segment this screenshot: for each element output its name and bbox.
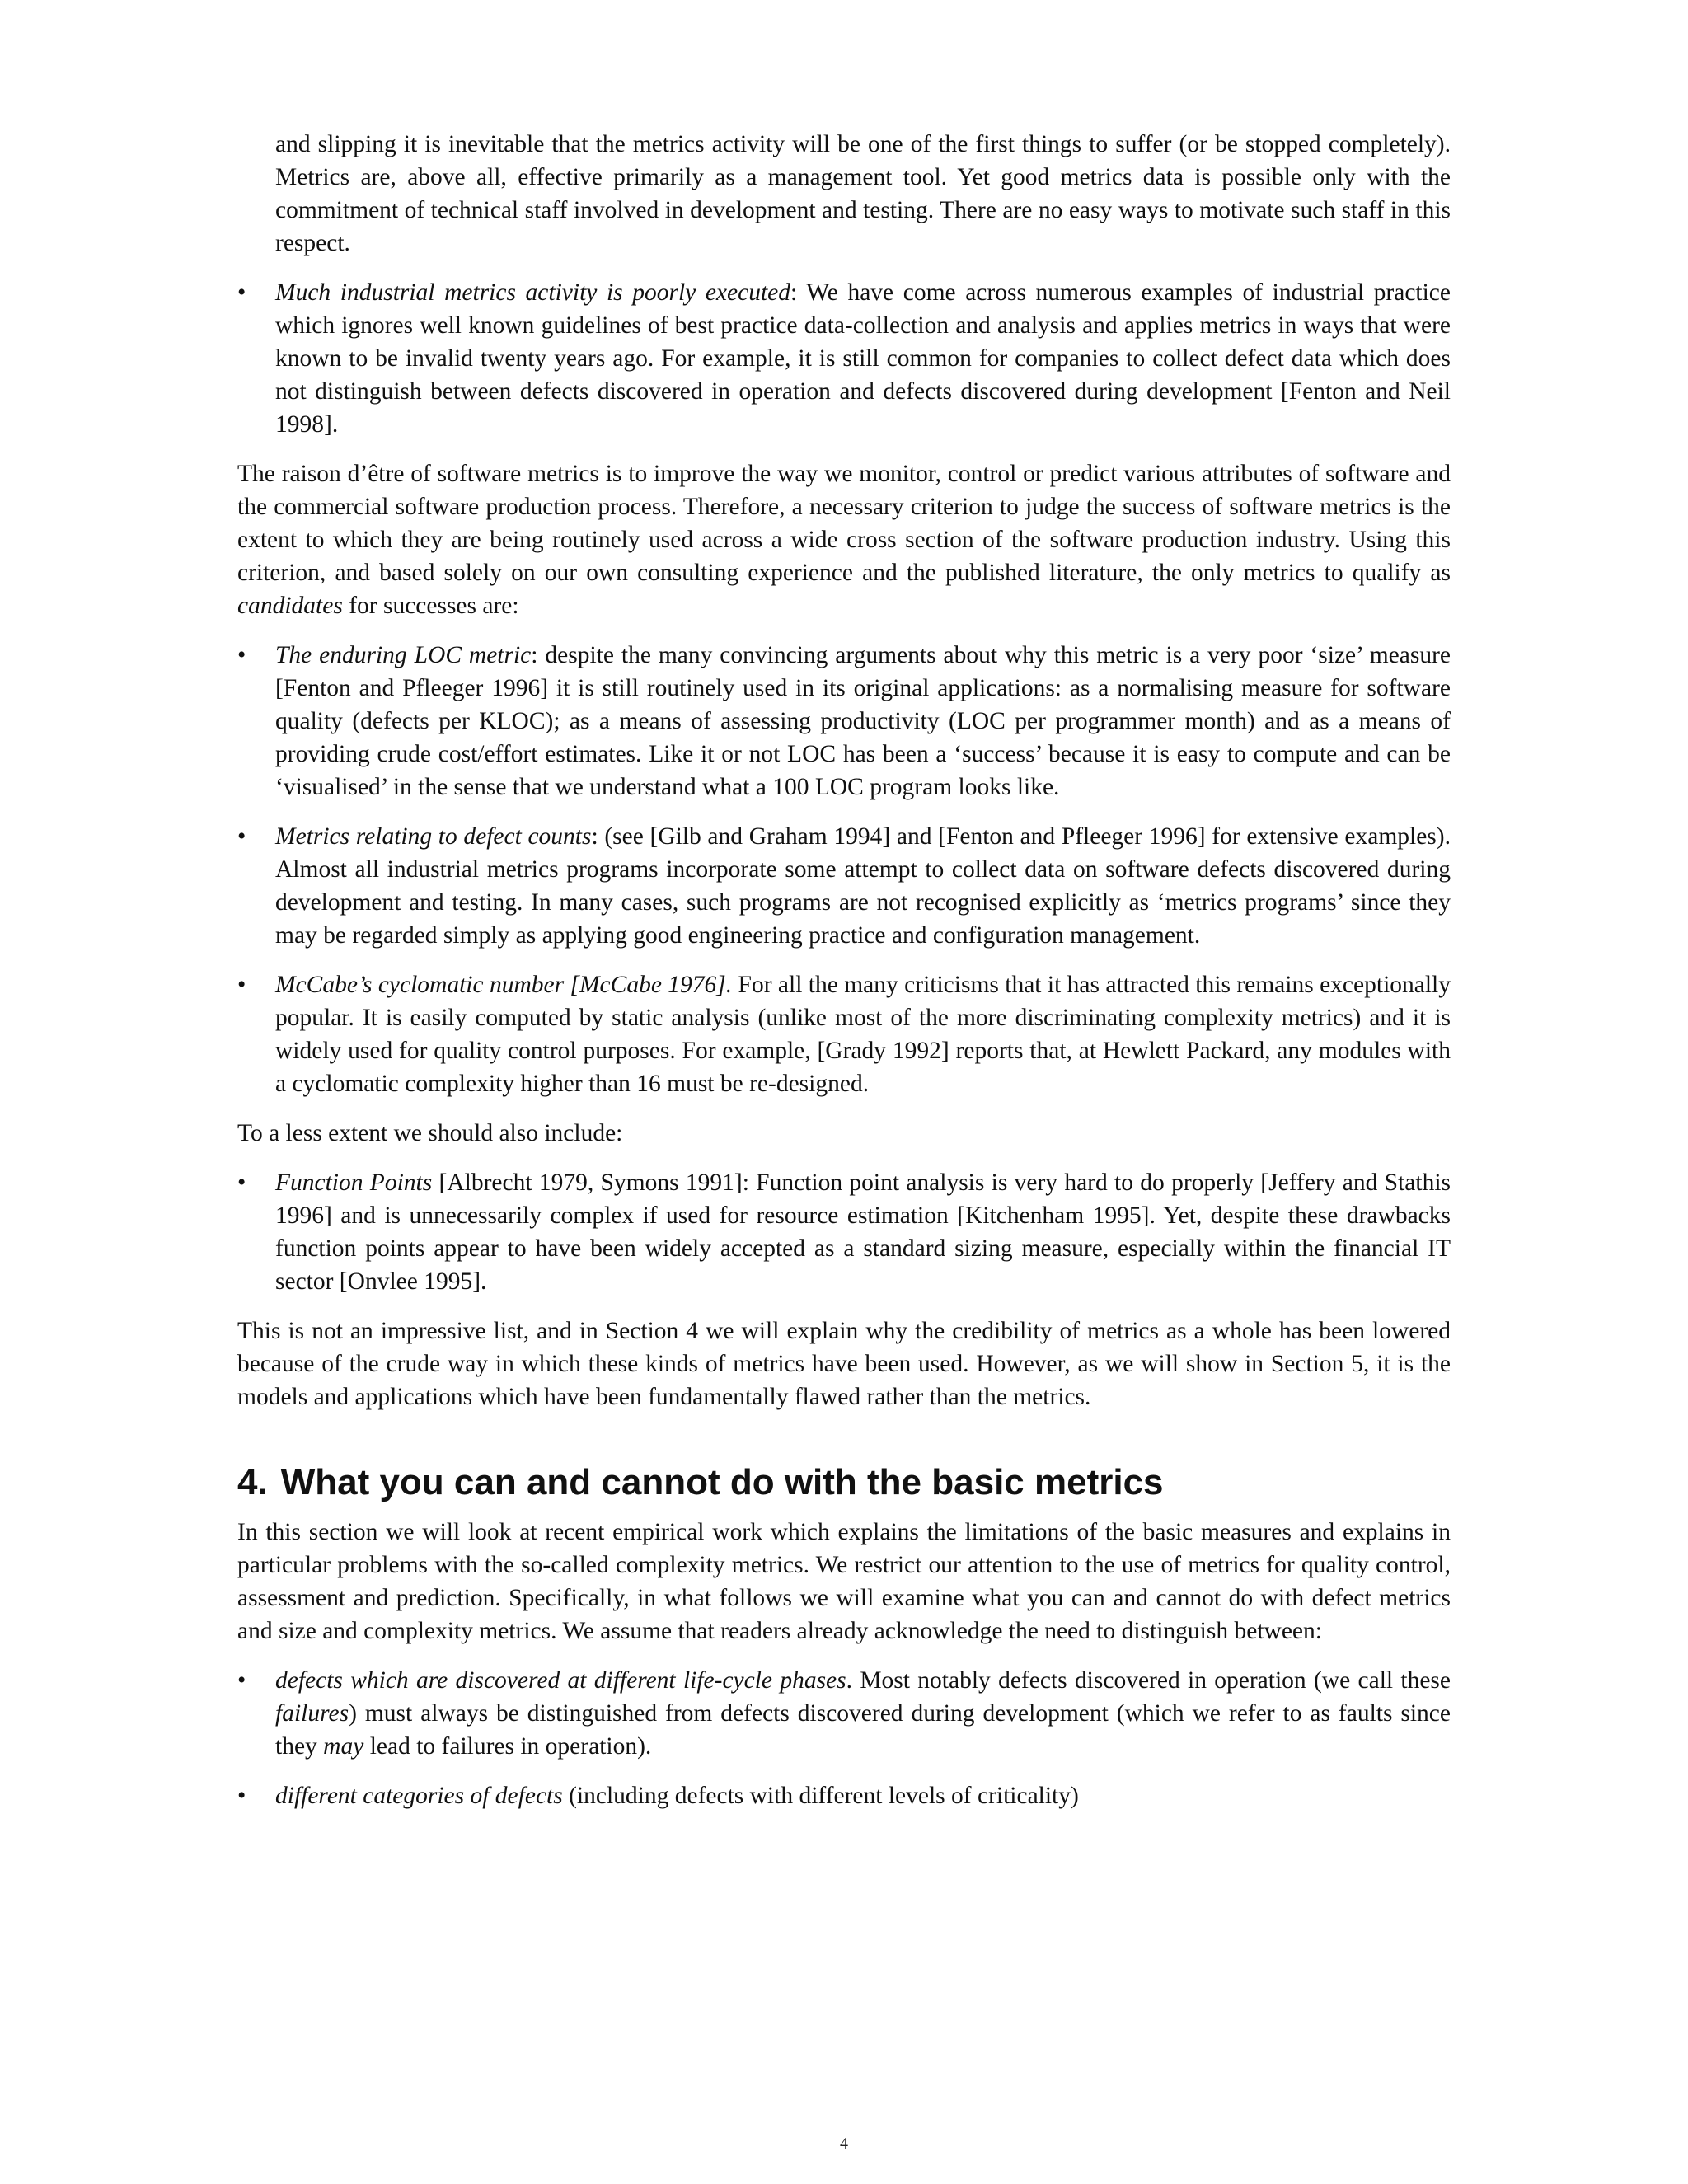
list-item <box>237 1664 1451 1763</box>
page-number: 4 <box>840 2135 848 2153</box>
continuation-paragraph: and slipping it is inevitable that the metrics activity will be one of the first things to suffer (or be stopped completely). Metrics are, above all, effective primarily as a management tool. Yet good metrics data is possible only with the commitment of technical staff involved in development and testing. There are no easy ways to motivate such staff in this respect. <box>275 131 1451 256</box>
list-item <box>237 1779 1451 1812</box>
paragraph-text: for successes are: <box>342 593 519 619</box>
emphasis: candidates <box>237 593 343 619</box>
bullet-lead: Function Points <box>275 1169 433 1196</box>
section-title: What you can and cannot do with the basic metrics <box>280 1462 1164 1502</box>
bullet-text: : (see [Gilb and Graham 1994] and [Fenton and Pfleeger 1996] for extensive examples). Almost all industrial metrics programs incorporate some attempt to collect data on software defects discovered during development and testing. In many cases, such programs are not recognised explicitly as ‘metrics programs’ since they may be regarded simply as applying good engineering practice and configuration management. <box>275 823 1451 949</box>
bullet-list-d <box>237 1664 1451 1812</box>
bullet-lead: Much industrial metrics activity is poorly executed <box>275 279 791 306</box>
bullet-lead: McCabe’s cyclomatic number [McCabe 1976]. <box>275 972 733 998</box>
list-item <box>237 276 1451 441</box>
section-number: 4. <box>237 1462 268 1502</box>
paragraph <box>237 457 1451 622</box>
bullet-text: For all the many criticisms that it has attracted this remains exceptionally popular. It is easily computed by static analysis (unlike most of the more discriminating complexity metrics) and it is widely used for quality control purposes. For example, [Grady 1992] reports that, at Hewlett Packard, any modules with a cyclomatic complexity higher than 16 must be re-designed. <box>275 972 1451 1097</box>
paragraph: In this section we will look at recent empirical work which explains the limitations of the basic measures and explains in particular problems with the so-called complexity metrics. We restrict our attention to the use of metrics for quality control, assessment and prediction. Specifically, in what follows we will examine what you can and cannot do with defect metrics and size and complexity metrics. We assume that readers already acknowledge the need to distinguish between: <box>237 1519 1451 1644</box>
bullet-text: . Most notably defects discovered in operation (we call these <box>846 1667 1451 1694</box>
bullet-lead: Metrics relating to defect counts <box>275 823 592 850</box>
bullet-list-a <box>237 276 1451 441</box>
bullet-lead: defects which are discovered at different life-cycle phases <box>275 1667 846 1694</box>
bullet-icon: • <box>237 972 246 998</box>
bullet-text: : We have come across numerous examples of industrial practice which ignores well known guidelines of best practice data-collection and analysis and applies metrics in ways that were known to be invalid twenty years ago. For example, it is still common for companies to collect defect data which does not distinguish between defects discovered in operation and defects discovered during development [Fenton and Neil 1998]. <box>275 279 1451 438</box>
bullet-icon: • <box>237 1169 246 1196</box>
bullet-text: ) must always be distinguished from defects discovered during development (which we refer to as faults since they <box>275 1700 1451 1760</box>
list-item <box>237 968 1451 1100</box>
list-item <box>237 820 1451 952</box>
bullet-icon: • <box>237 823 246 850</box>
bullet-text: [Albrecht 1979, Symons 1991]: Function point analysis is very hard to do properly [Jeffery and Stathis 1996] and is unnecessarily complex if used for resource estimation [Kitchenham 1995]. Yet, despite these drawbacks function points appear to have been widely accepted as a standard sizing measure, especially within the financial IT sector [Onvlee 1995]. <box>275 1169 1451 1295</box>
emphasis: failures <box>275 1700 349 1727</box>
paragraph: This is not an impressive list, and in Section 4 we will explain why the credibility of metrics as a whole has been lowered because of the crude way in which these kinds of metrics have been used. However, as we will show in Section 5, it is the models and applications which have been fundamentally flawed rather than the metrics. <box>237 1318 1451 1410</box>
page-body <box>237 128 1451 1829</box>
bullet-lead: The enduring LOC metric <box>275 642 532 668</box>
bullet-lead: different categories of defects <box>275 1783 563 1809</box>
bullet-icon: • <box>237 1667 246 1694</box>
paragraph-text: The raison d’être of software metrics is to improve the way we monitor, control or predict various attributes of software and the commercial software production process. Therefore, a necessary criterion to judge the success of software metrics is the extent to which they are being routinely used across a wide cross section of the software production industry. Using this criterion, and based solely on our own consulting experience and the published literature, the only metrics to qualify as <box>237 461 1451 586</box>
paragraph: To a less extent we should also include: <box>237 1120 623 1146</box>
list-item <box>237 1166 1451 1298</box>
bullet-list-c <box>237 1166 1451 1298</box>
bullet-icon: • <box>237 1783 246 1809</box>
bullet-icon: • <box>237 642 246 668</box>
bullet-icon: • <box>237 279 246 306</box>
list-item <box>237 639 1451 804</box>
bullet-text: : despite the many convincing arguments about why this metric is a very poor ‘size’ measure [Fenton and Pfleeger 1996] it is still routinely used in its original applications: as a normalising measure for software quality (defects per KLOC); as a means of assessing productivity (LOC per programmer month) and as a means of providing crude cost/effort estimates. Like it or not LOC has been a ‘success’ because it is easy to compute and can be ‘visualised’ in the sense that we understand what a 100 LOC program looks like. <box>275 642 1451 800</box>
bullet-list-b <box>237 639 1451 1100</box>
section-heading <box>237 1461 1451 1504</box>
bullet-text: lead to failures in operation). <box>363 1733 652 1760</box>
emphasis: may <box>323 1733 364 1760</box>
bullet-text: (including defects with different levels of criticality) <box>562 1783 1079 1809</box>
